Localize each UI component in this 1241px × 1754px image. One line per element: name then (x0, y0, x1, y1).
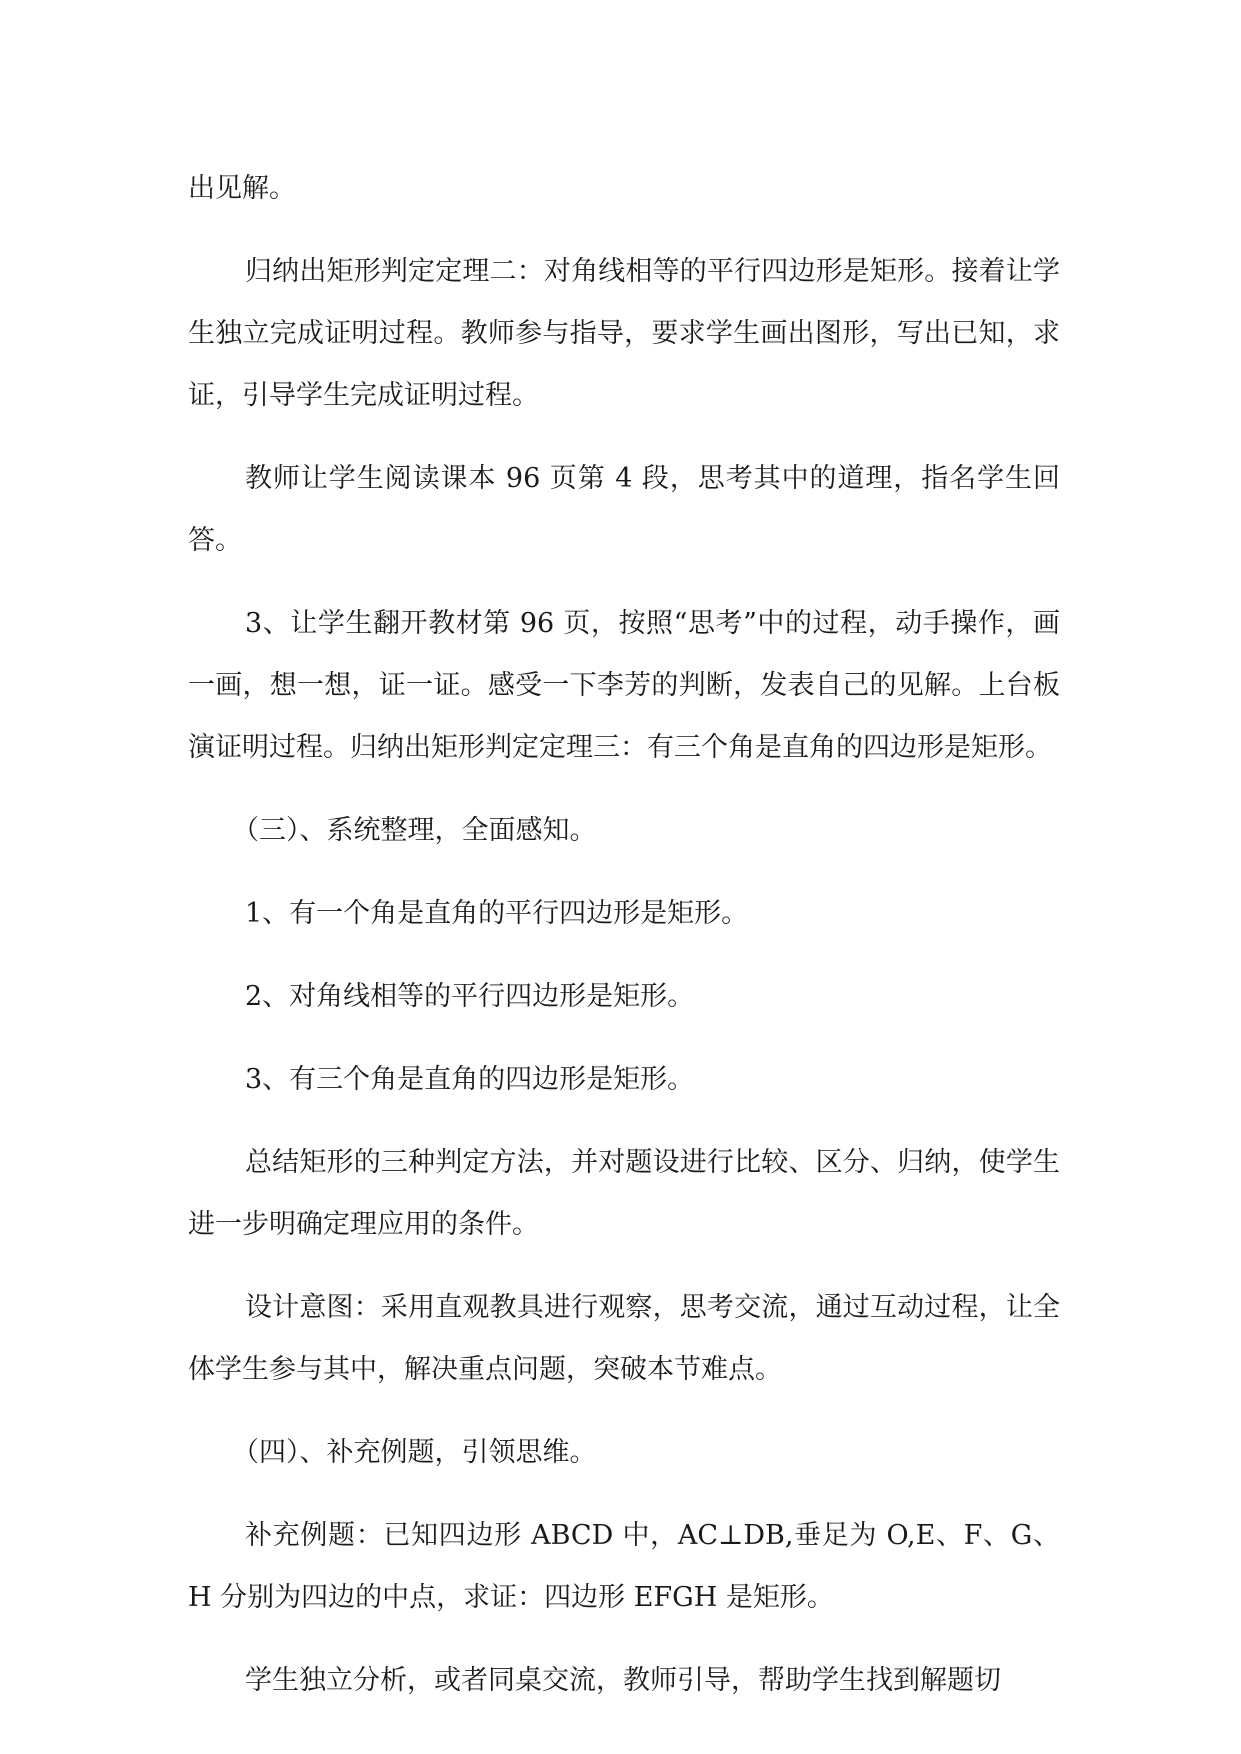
paragraph-example-problem: 补充例题：已知四边形 ABCD 中，AC⊥DB,垂足为 O,E、F、G、H 分别为四边的中点，求证：四边形 EFGH 是矩形。 (188, 1520, 1060, 1613)
list-item-rule-three: 3、有三个角是直角的四边形是矩形。 (245, 1064, 695, 1095)
document-body (188, 158, 1060, 1733)
section-heading-three: （三）、系统整理，全面感知。 (232, 815, 597, 846)
paragraph-design-intent: 设计意图：采用直观教具进行观察，思考交流，通过互动过程，让全体学生参与其中，解决重点问题，突破本节难点。 (188, 1292, 1060, 1385)
list-item-rule-one: 1、有一个角是直角的平行四边形是矩形。 (245, 898, 749, 929)
paragraph-student-analysis: 学生独立分析，或者同桌交流，教师引导，帮助学生找到解题切 (245, 1665, 1001, 1696)
list-item-rule-two: 2、对角线相等的平行四边形是矩形。 (245, 981, 695, 1012)
paragraph-textbook-reading: 教师让学生阅读课本 96 页第 4 段，思考其中的道理，指名学生回答。 (188, 463, 1060, 556)
paragraph-theorem-two: 归纳出矩形判定定理二：对角线相等的平行四边形是矩形。接着让学生独立完成证明过程。教师参与指导，要求学生画出图形，写出已知，求证，引导学生完成证明过程。 (188, 256, 1060, 411)
paragraph-summary: 总结矩形的三种判定方法，并对题设进行比较、区分、归纳，使学生进一步明确定理应用的条件。 (188, 1147, 1060, 1240)
paragraph-continuation: 出见解。 (188, 173, 296, 204)
paragraph-theorem-three: 3、让学生翻开教材第 96 页，按照“思考”中的过程，动手操作，画一画，想一想，证一证。感受一下李芳的判断，发表自己的见解。上台板演证明过程。归纳出矩形判定定理三：有三个角是直角的四边形是矩形。 (188, 608, 1060, 763)
section-heading-four: （四）、补充例题，引领思维。 (232, 1437, 597, 1468)
